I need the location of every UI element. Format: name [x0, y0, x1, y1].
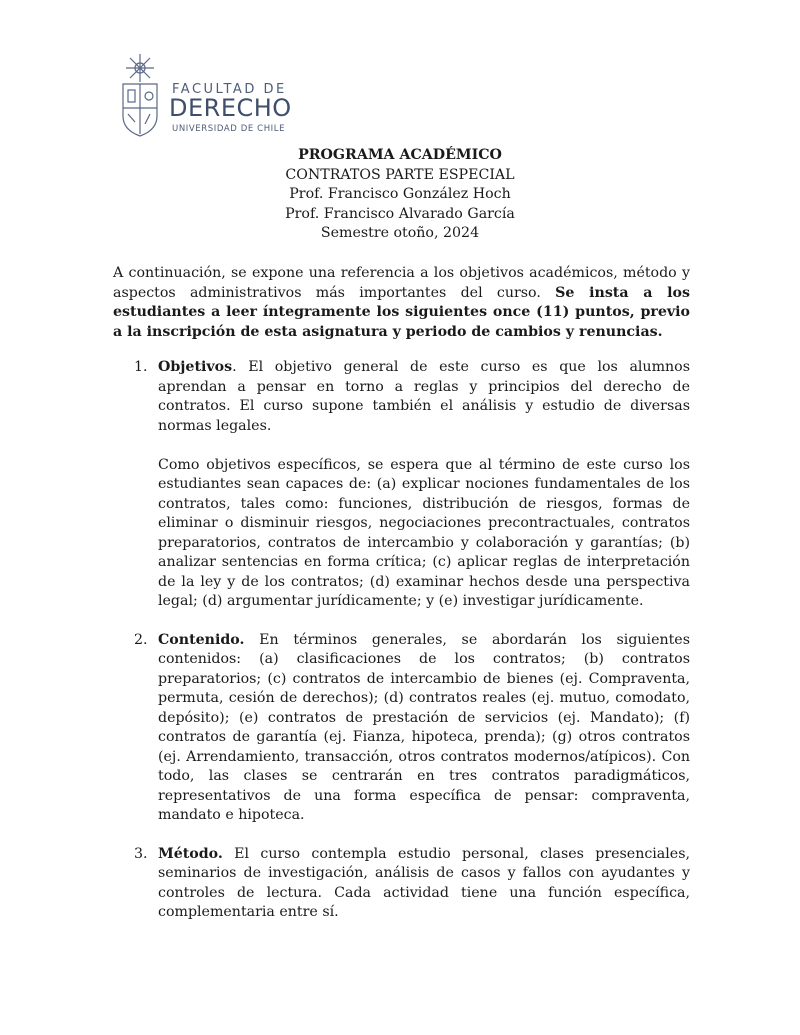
- course-name: CONTRATOS PARTE ESPECIAL: [285, 166, 515, 183]
- list-item: [113, 631, 690, 826]
- intro-bold-text: Se insta a los estudiantes a leer íntegramente los siguientes once (11) puntos, previo a la inscripción de esta asignatura y periodo de cambios y renuncias.: [113, 284, 691, 340]
- item-number: 1.: [134, 359, 148, 375]
- item-paragraph-2: Como objetivos específicos, se espera que al término de este curso los estudiantes sean capaces de: (a) explicar nociones fundamentales de los contratos, tales como: funciones, distribución de riesgos, formas de eliminar o disminuir riesgos, negociaciones precontractuales, contratos preparatorios, contratos de intercambio y colaboración y garantías; (b) analizar sentencias en forma crítica; (c) aplicar reglas de interpretación de la ley y de los contratos; (d) examinar hechos desde una perspectiva legal; (d) argumentar jurídicamente; y (e) investigar jurídicamente.: [158, 456, 690, 609]
- logo-line2: DERECHO: [169, 94, 292, 122]
- document-header: [0, 146, 800, 244]
- item-text: . El objetivo general de este curso es que los alumnos aprendan a pensar en torno a reglas y principios del derecho de contratos. El curso supone también el análisis y estudio de diversas normas legales.: [158, 359, 690, 434]
- professor-1: Prof. Francisco González Hoch: [289, 186, 511, 202]
- numbered-list: [113, 358, 690, 942]
- page-title: PROGRAMA ACADÉMICO: [298, 147, 502, 163]
- item-text: El curso contempla estudio personal, clases presenciales, seminarios de investigación, análisis de casos y fallos con ayudantes y controles de lectura. Cada actividad tiene una función específica, complementaria entre sí.: [158, 845, 690, 920]
- semester: Semestre otoño, 2024: [320, 225, 480, 241]
- item-number: 3.: [134, 845, 148, 862]
- intro-paragraph: [113, 264, 690, 342]
- item-heading: Método.: [158, 845, 223, 862]
- item-heading: Contenido.: [158, 631, 245, 648]
- list-item: [113, 358, 690, 612]
- item-heading: Objetivos: [158, 359, 233, 375]
- logo-line3: UNIVERSIDAD DE CHILE: [172, 124, 286, 134]
- intro-text: A continuación, se expone una referencia a los objetivos académicos, método y aspectos administrativos más importantes del curso.: [113, 265, 690, 301]
- item-number: 2.: [134, 631, 148, 648]
- logo-line1: FACULTAD DE: [172, 82, 287, 97]
- list-item: [113, 845, 690, 923]
- item-text: En términos generales, se abordarán los siguientes contenidos: (a) clasificaciones de los contratos; (b) contratos preparatorios; (c) contratos de intercambio de bienes (ej. Compraventa, permuta, cesión de derechos); (d) contratos reales (ej. mutuo, comodato, depósito); (e) contratos de prestación de servicios (ej. Mandato); (f) contratos de garantía (ej. Fianza, hipoteca, prenda); (g) otros contratos (ej. Arrendamiento, transacción, otros contratos modernos/atípicos). Con todo, las clases se centrarán en tres contratos paradigmáticos, representativos de una forma específica de pensar: compraventa, mandato e hipoteca.: [158, 631, 690, 823]
- professor-2: Prof. Francisco Alvarado García: [285, 205, 515, 222]
